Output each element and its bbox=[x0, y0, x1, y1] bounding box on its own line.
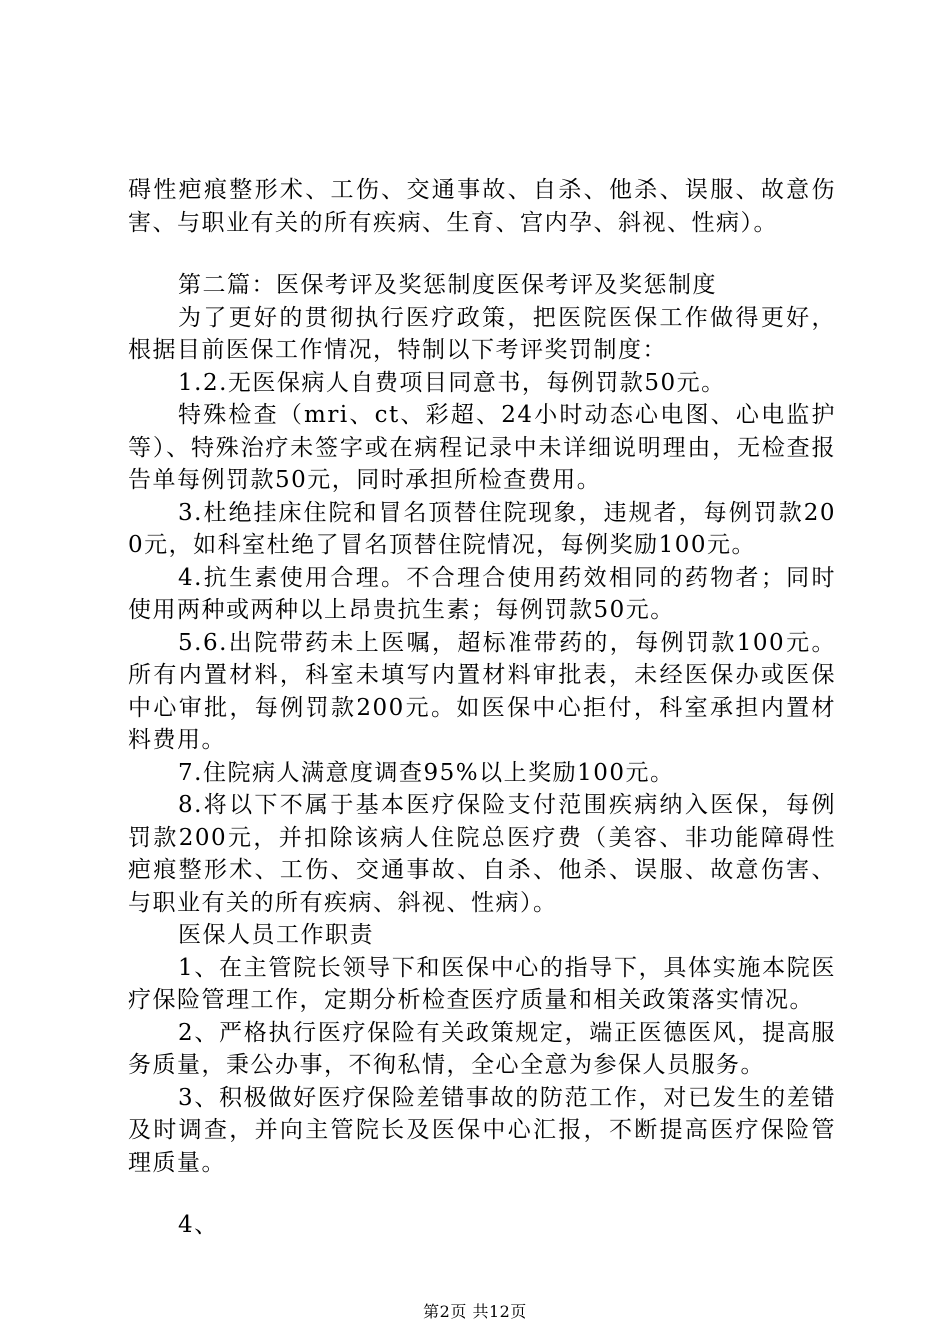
paragraph-gap bbox=[128, 239, 836, 269]
paragraph: 医保人员工作职责 bbox=[178, 922, 374, 948]
paragraph: 3.杜绝挂床住院和冒名顶替住院现象，违规者，每例罚款200元，如科室杜绝了冒名顶替住院情况，每例奖励100元。 bbox=[128, 499, 836, 558]
paragraph: 4、 bbox=[178, 1212, 219, 1238]
paragraph: 1、在主管院长领导下和医保中心的指导下，具体实施本院医疗保险管理工作，定期分析检查医疗质量和相关政策落实情况。 bbox=[128, 954, 836, 1013]
paragraph: 特殊检查（mri、ct、彩超、24小时动态心电图、心电监护等）、特殊治疗未签字或在病程记录中未详细说明理由，无检查报告单每例罚款50元，同时承担所检查费用。 bbox=[128, 402, 836, 493]
paragraph: 1.2.无医保病人自费项目同意书，每例罚款50元。 bbox=[178, 369, 726, 396]
page-footer: 第2页 共12页 bbox=[423, 1302, 527, 1321]
paragraph: 7.住院病人满意度调查95%以上奖励100元。 bbox=[178, 759, 675, 786]
paragraph: 8.将以下不属于基本医疗保险支付范围疾病纳入医保，每例罚款200元，并扣除该病人住院总医疗费（美容、非功能障碍性疤痕整形术、工伤、交通事故、自杀、他杀、误服、故意伤害、与职业有关的所有疾病、斜视、性病）。 bbox=[128, 792, 836, 916]
paragraph: 3、积极做好医疗保险差错事故的防范工作，对已发生的差错及时调查，并向主管院长及医保中心汇报，不断提高医疗保险管理质量。 bbox=[128, 1084, 836, 1176]
paragraph: 4.抗生素使用合理。不合理合使用药效相同的药物者；同时使用两种或两种以上昂贵抗生素；每例罚款50元。 bbox=[128, 564, 836, 623]
paragraph: 为了更好的贯彻执行医疗政策，把医院医保工作做得更好，根据目前医保工作情况，特制以下考评奖罚制度： bbox=[128, 304, 836, 363]
paragraph-gap bbox=[128, 1179, 836, 1209]
paragraph: 第二篇：医保考评及奖惩制度医保考评及奖惩制度 bbox=[178, 272, 717, 298]
paragraph: 5.6.出院带药未上医嘱，超标准带药的，每例罚款100元。所有内置材料，科室未填写内置材料审批表，未经医保办或医保中心审批，每例罚款200元。如医保中心拒付，科室承担内置材料费用。 bbox=[128, 629, 836, 753]
paragraph: 碍性疤痕整形术、工伤、交通事故、自杀、他杀、误服、故意伤害、与职业有关的所有疾病、生育、宫内孕、斜视、性病）。 bbox=[128, 177, 836, 236]
paragraph: 2、严格执行医疗保险有关政策规定，端正医德医风，提高服务质量，秉公办事，不徇私情，全心全意为参保人员服务。 bbox=[128, 1019, 836, 1078]
document-body bbox=[128, 174, 836, 1242]
